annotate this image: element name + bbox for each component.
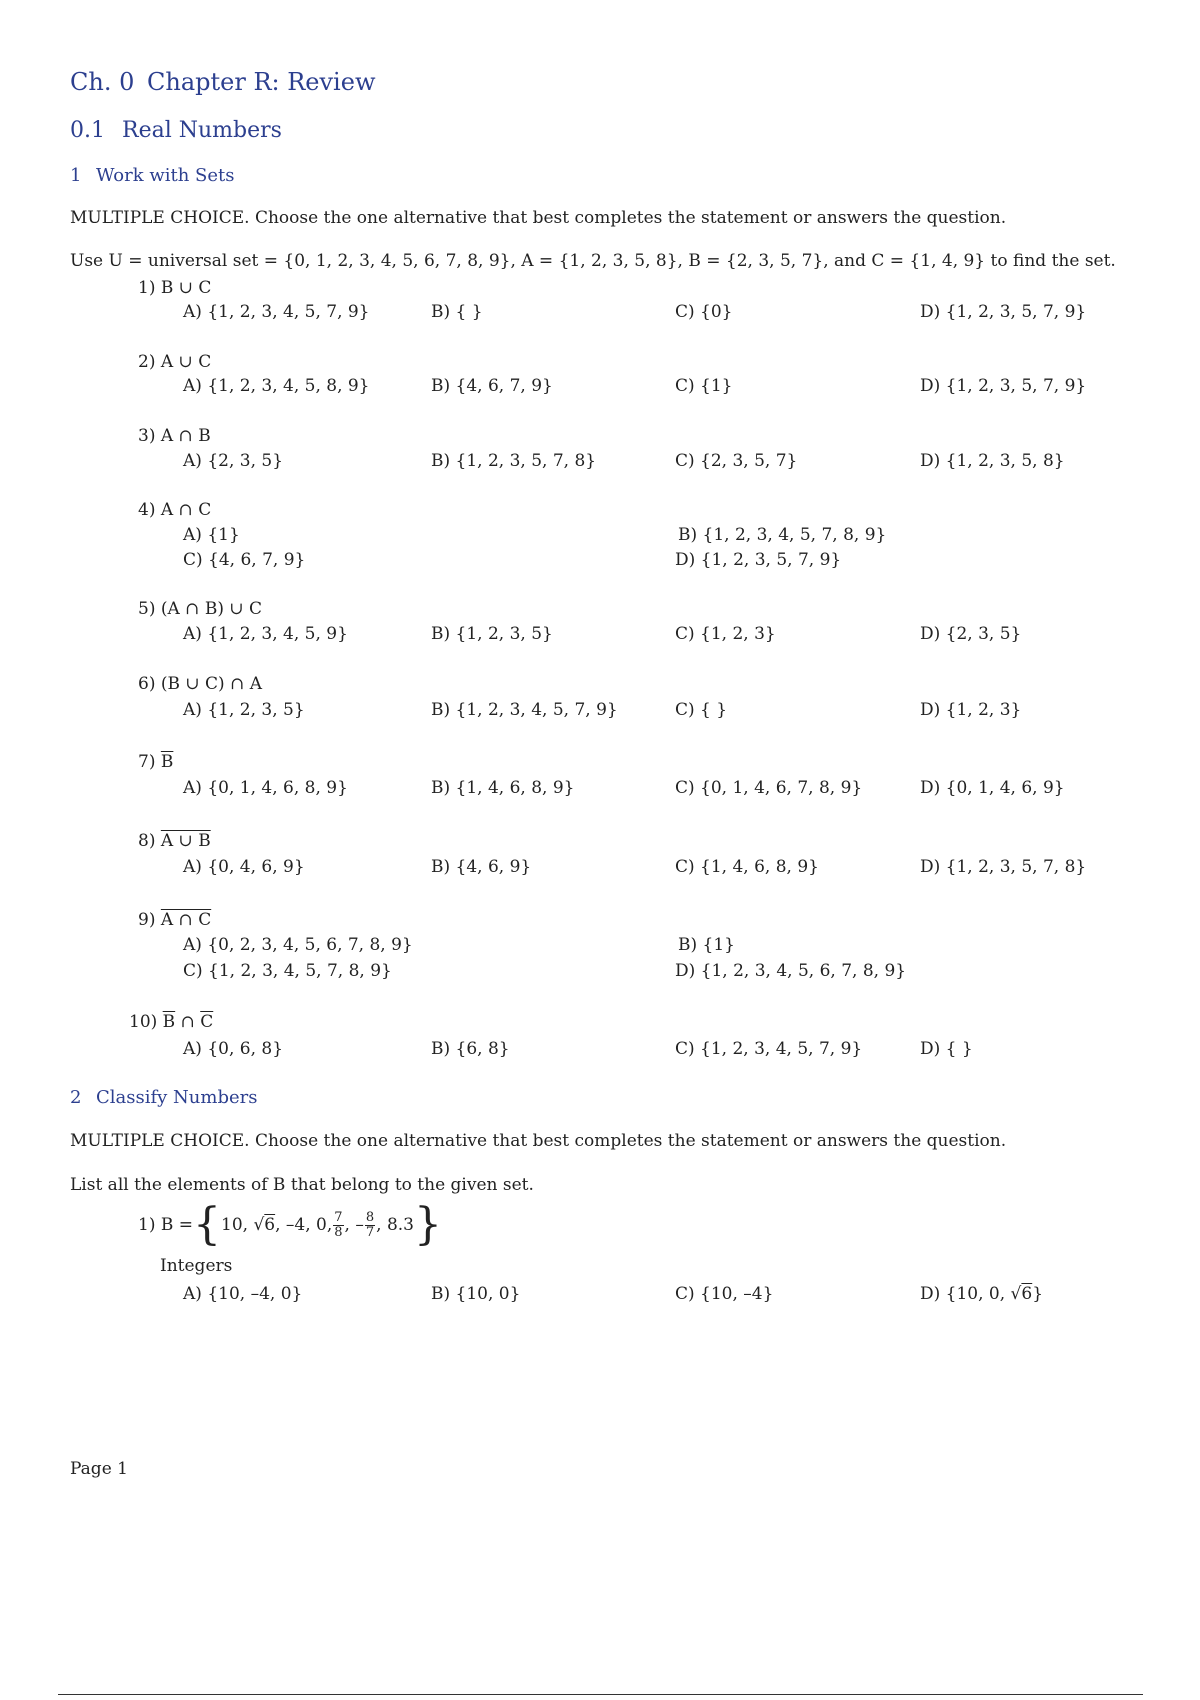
option-c[interactable]: C) {1, 2, 3} <box>675 624 776 644</box>
option-b[interactable]: B) {1, 2, 3, 5, 7, 8} <box>431 451 597 471</box>
question-number: 2) <box>138 352 156 372</box>
question-number: 1) B = <box>138 1215 193 1235</box>
question-6 <box>138 674 262 694</box>
question-number: 1) <box>138 278 156 298</box>
option-b[interactable]: B) {1, 2, 3, 4, 5, 7, 9} <box>431 700 618 720</box>
option-a[interactable]: A) {0, 6, 8} <box>183 1039 284 1059</box>
option-d[interactable]: D) {2, 3, 5} <box>920 624 1022 644</box>
chapter-title: Chapter R: Review <box>147 68 376 96</box>
option-a[interactable]: A) {2, 3, 5} <box>183 451 284 471</box>
fraction-denominator: 8 <box>334 1224 343 1240</box>
option-d[interactable]: D) {1, 2, 3, 4, 5, 6, 7, 8, 9} <box>675 961 907 981</box>
question-expression-right: $\overline{C}$ <box>200 1012 214 1032</box>
option-c[interactable]: C) {10, –4} <box>675 1284 774 1304</box>
subset-label: Integers <box>160 1256 233 1276</box>
option-c[interactable]: C) {2, 3, 5, 7} <box>675 451 798 471</box>
option-b[interactable]: B) {1, 4, 6, 8, 9} <box>431 778 575 798</box>
option-d[interactable]: D) {1, 2, 3, 5, 7, 9} <box>920 302 1087 322</box>
question-10 <box>129 1012 213 1032</box>
set-mid: , –4, 0, <box>275 1215 333 1235</box>
question-2 <box>138 352 211 372</box>
option-b[interactable]: B) {4, 6, 9} <box>431 857 532 877</box>
radicand: 6 <box>1021 1284 1033 1304</box>
objective-number: 1 <box>70 165 82 186</box>
option-d[interactable]: D) {1, 2, 3, 5, 7, 8} <box>920 857 1087 877</box>
question-4 <box>138 500 211 520</box>
directions: Use U = universal set = {0, 1, 2, 3, 4, 5, 6, 7, 8, 9}, A = {1, 2, 3, 5, 8}, B = {2, 3, 5, 7}, and C = {1, 4, 9} to find the set. <box>70 251 1116 271</box>
option-a[interactable]: A) {1, 2, 3, 4, 5, 8, 9} <box>183 376 370 396</box>
bottom-rule <box>58 1694 1143 1695</box>
option-a[interactable]: A) {0, 2, 3, 4, 5, 6, 7, 8, 9} <box>183 935 413 955</box>
option-d[interactable]: D) {1, 2, 3} <box>920 700 1022 720</box>
objective-number: 2 <box>70 1087 82 1108</box>
question-expression: (B ∪ C) ∩ A <box>160 674 263 694</box>
option-d[interactable] <box>920 1284 1043 1304</box>
right-brace: } <box>413 1199 442 1250</box>
option-c[interactable]: C) {1, 4, 6, 8, 9} <box>675 857 819 877</box>
question-1 <box>138 1198 442 1252</box>
question-1 <box>138 278 211 298</box>
fraction-numerator: 7 <box>334 1209 343 1225</box>
option-a[interactable]: A) {10, –4, 0} <box>183 1284 303 1304</box>
question-5 <box>138 599 262 619</box>
question-number: 3) <box>138 426 156 446</box>
option-c[interactable]: C) {4, 6, 7, 9} <box>183 550 306 570</box>
question-number: 6) <box>138 674 156 694</box>
chapter-number: Ch. 0 <box>70 68 135 96</box>
question-expression: $\overline{B}$ <box>160 752 174 772</box>
question-expression: A ∪ B <box>160 831 211 851</box>
question-7 <box>138 752 173 772</box>
question-operator: ∩ <box>180 1012 195 1032</box>
option-c[interactable]: C) {0} <box>675 302 733 322</box>
option-d[interactable]: D) {1, 2, 3, 5, 7, 9} <box>920 376 1087 396</box>
set-start: 10, √ <box>221 1215 265 1235</box>
question-number: 5) <box>138 599 156 619</box>
question-number: 7) <box>138 752 156 772</box>
question-number: 10) <box>129 1012 158 1032</box>
option-d[interactable]: D) {1, 2, 3, 5, 8} <box>920 451 1065 471</box>
option-a[interactable]: A) {1, 2, 3, 5} <box>183 700 305 720</box>
question-expression-left: $\overline{B}$ <box>162 1012 176 1032</box>
question-number: 9) <box>138 910 156 930</box>
option-c[interactable]: C) {1, 2, 3, 4, 5, 7, 8, 9} <box>183 961 392 981</box>
option-b[interactable]: B) {4, 6, 7, 9} <box>431 376 553 396</box>
page-number: Page 1 <box>70 1459 128 1479</box>
option-d[interactable]: D) { } <box>920 1039 973 1059</box>
question-number: 4) <box>138 500 156 520</box>
option-b[interactable]: B) {1, 2, 3, 4, 5, 7, 8, 9} <box>678 525 887 545</box>
section-number: 0.1 <box>70 118 105 143</box>
question-expression: A ∩ B <box>160 426 211 446</box>
fraction-denominator: 7 <box>365 1224 375 1240</box>
directions: List all the elements of B that belong to the given set. <box>70 1175 534 1195</box>
question-expression: A ∩ C <box>160 500 212 520</box>
option-b[interactable]: B) { } <box>431 302 483 322</box>
fraction <box>365 1211 375 1240</box>
radicand: 6 <box>264 1215 276 1235</box>
instruction: MULTIPLE CHOICE. Choose the one alternative that best completes the statement or answers the question. <box>70 1131 1007 1151</box>
option-d[interactable]: D) {0, 1, 4, 6, 9} <box>920 778 1065 798</box>
section-title: Real Numbers <box>122 118 282 143</box>
separator: , – <box>344 1215 364 1235</box>
question-number: 8) <box>138 831 156 851</box>
option-b[interactable]: B) {1} <box>678 935 735 955</box>
option-b[interactable]: B) {1, 2, 3, 5} <box>431 624 553 644</box>
option-a[interactable]: A) {1, 2, 3, 4, 5, 7, 9} <box>183 302 370 322</box>
option-a[interactable]: A) {1, 2, 3, 4, 5, 9} <box>183 624 348 644</box>
option-c[interactable]: C) {0, 1, 4, 6, 7, 8, 9} <box>675 778 863 798</box>
objective-title: Classify Numbers <box>96 1087 258 1108</box>
question-8 <box>138 831 211 851</box>
instruction: MULTIPLE CHOICE. Choose the one alternative that best completes the statement or answers the question. <box>70 208 1007 228</box>
question-expression: B ∪ C <box>160 278 212 298</box>
fraction <box>333 1211 343 1240</box>
question-expression: A ∪ C <box>160 352 212 372</box>
option-d-pre: D) {10, 0, √ <box>920 1284 1022 1304</box>
option-d-post: } <box>1032 1284 1044 1304</box>
option-a[interactable]: A) {0, 4, 6, 9} <box>183 857 305 877</box>
option-d[interactable]: D) {1, 2, 3, 5, 7, 9} <box>675 550 842 570</box>
option-b[interactable]: B) {6, 8} <box>431 1039 510 1059</box>
question-9 <box>138 910 211 930</box>
question-expression: (A ∩ B) ∪ C <box>160 599 263 619</box>
option-c[interactable]: C) { } <box>675 700 728 720</box>
objective-title: Work with Sets <box>96 165 235 186</box>
option-c[interactable]: C) {1} <box>675 376 733 396</box>
fraction-numerator: 8 <box>365 1209 375 1225</box>
option-a[interactable]: A) {0, 1, 4, 6, 8, 9} <box>183 778 348 798</box>
set-end: , 8.3 <box>376 1215 414 1235</box>
left-brace: { <box>193 1199 221 1250</box>
option-a[interactable]: A) {1} <box>183 525 240 545</box>
question-expression: A ∩ C <box>160 910 212 930</box>
question-3 <box>138 426 211 446</box>
option-c[interactable]: C) {1, 2, 3, 4, 5, 7, 9} <box>675 1039 863 1059</box>
option-b[interactable]: B) {10, 0} <box>431 1284 521 1304</box>
